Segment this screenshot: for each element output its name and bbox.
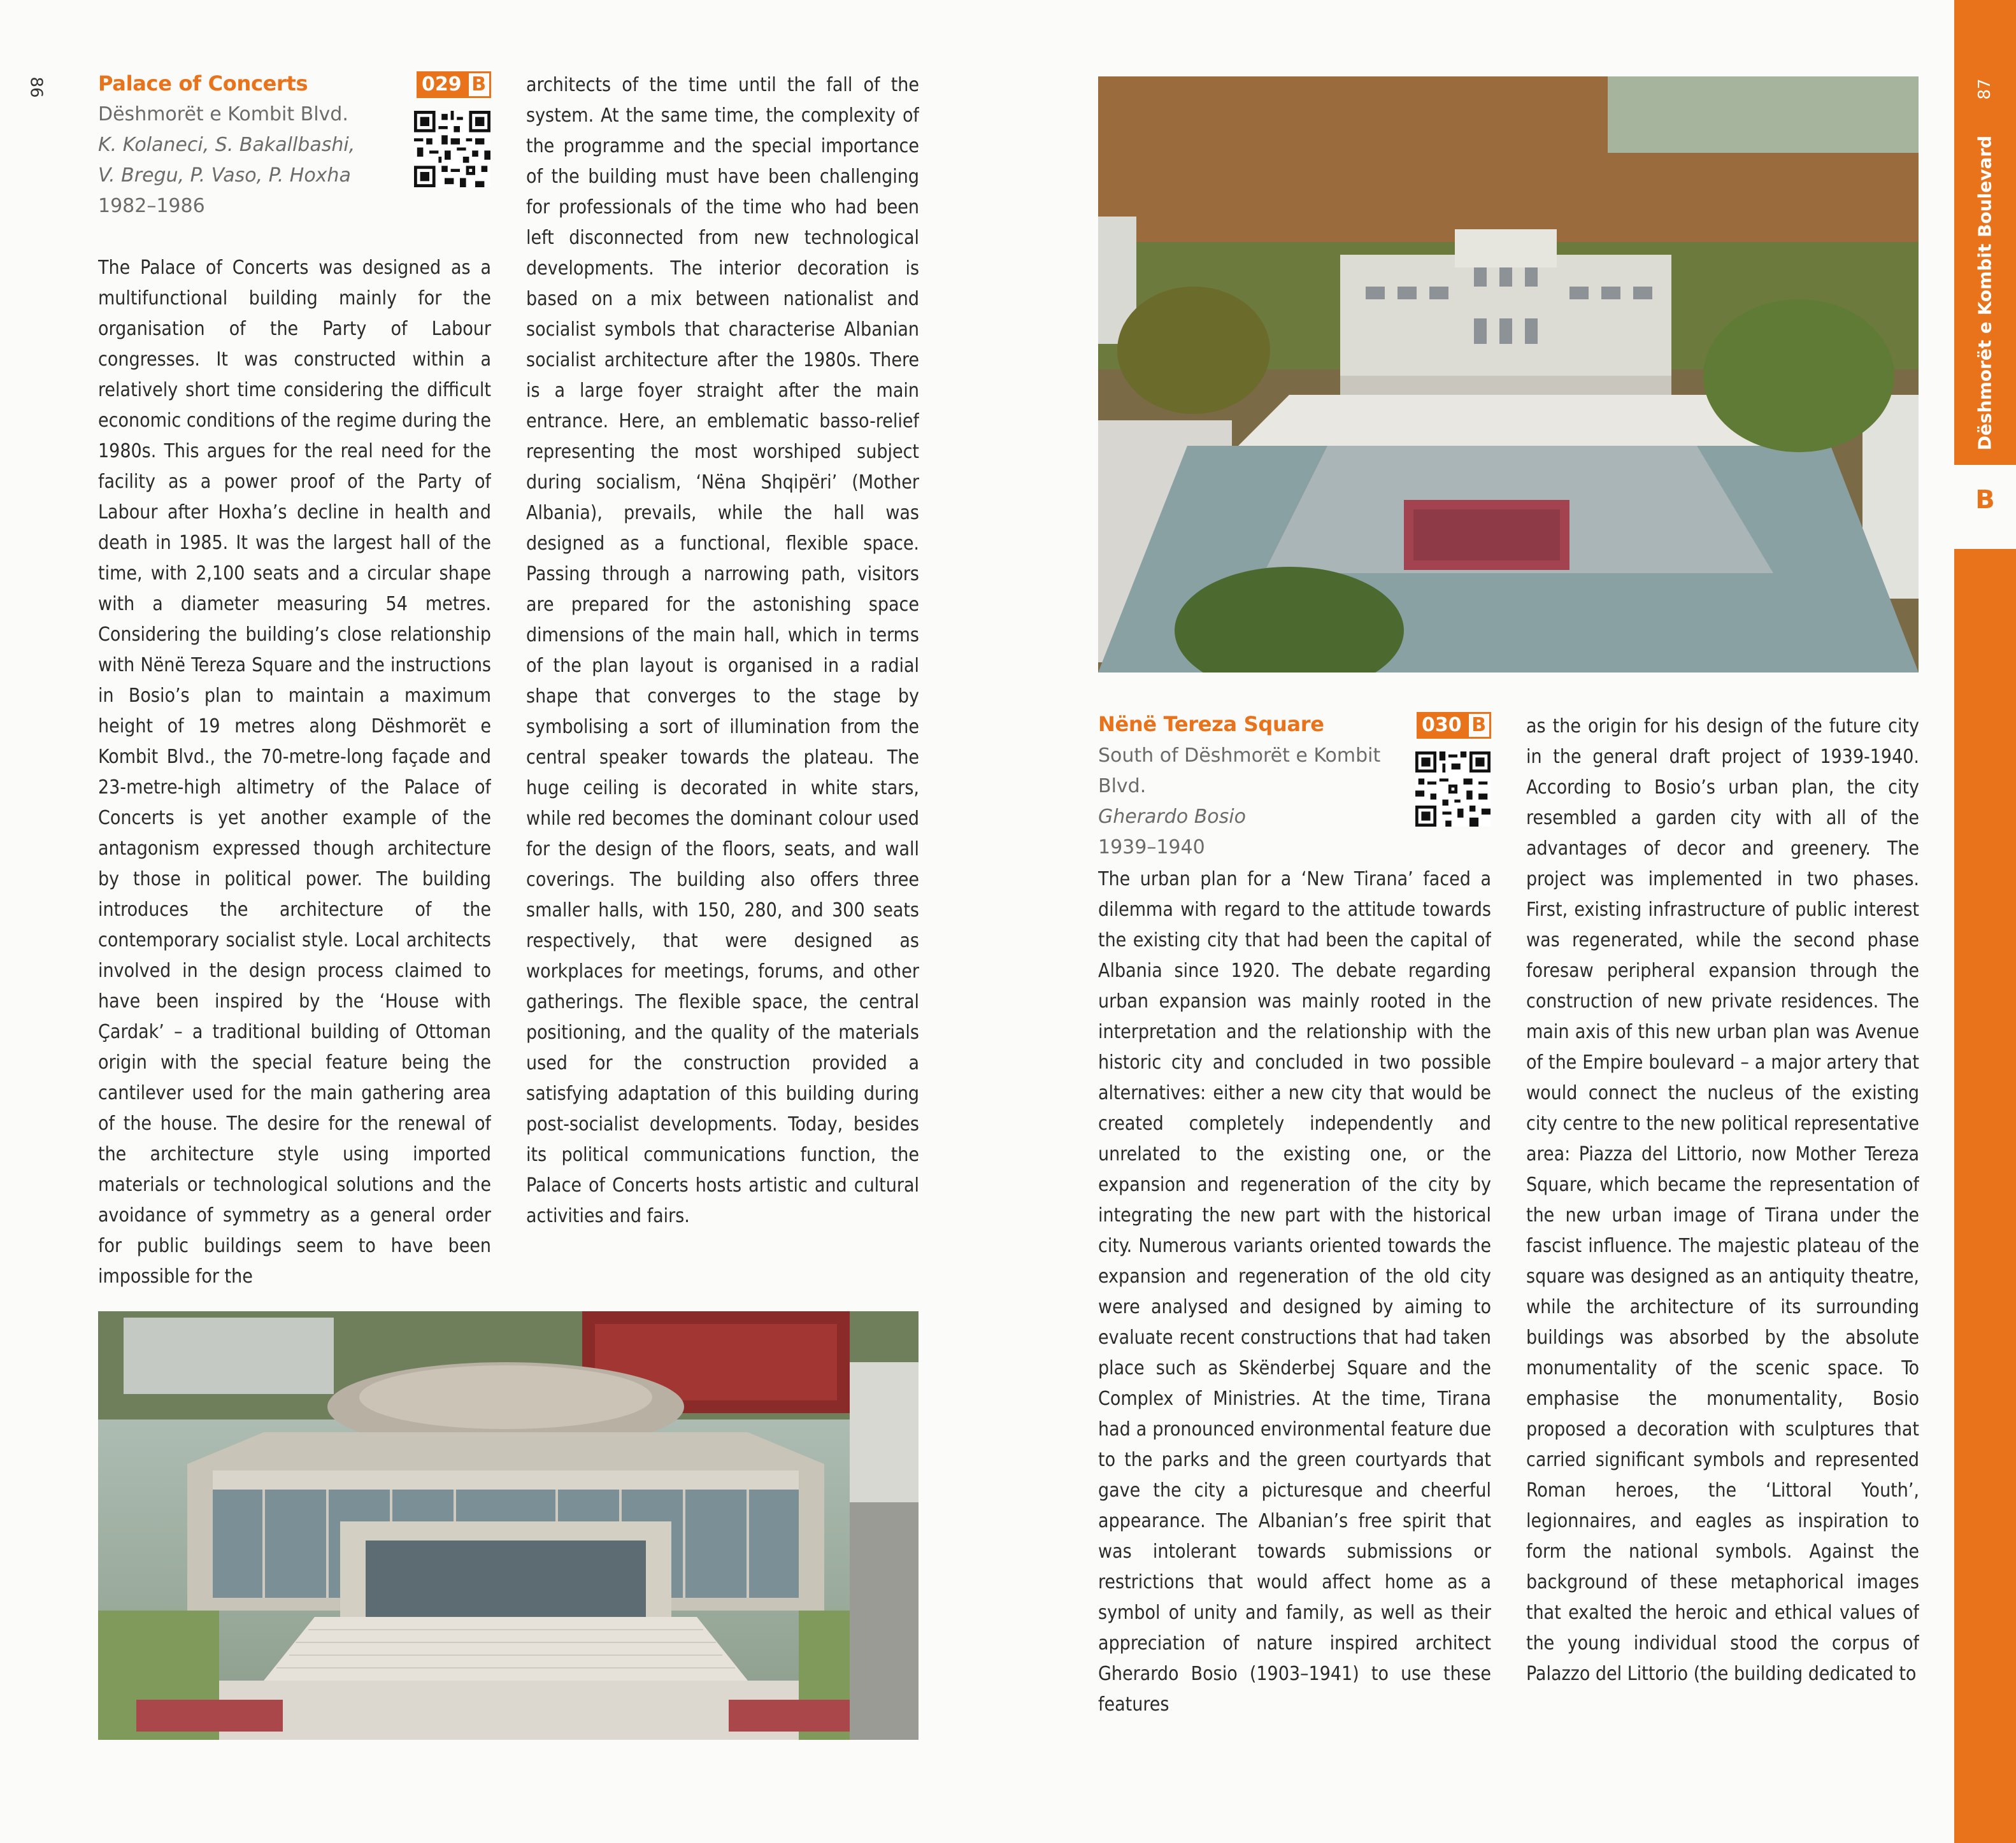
entry-text-column: The Palace of Concerts was designed as a multifunctional building mainly for the organisation of the Party of Labour congresses. It was constructed within a relatively short time considering the difficult economic conditions of the regime during the 1980s. This argues for the real need for the facility as a power proof of the Party of Labour after Hoxha’s decline in health and death in 1985. It was the largest hall of the time, with 2,100 seats and a circular shape with a diameter measuring 54 metres. Considering the building’s close relationship with Nënë Tereza Square and the instructions in Bosio’s plan to maintain a maximum height of 19 metres along Dëshmorët e Kombit Blvd., the 70-metre-long façade and 23-metre-high altimetry of the Palace of Concerts is yet another example of the antagonism expressed though architecture by those in political power. The building introduces the architecture of the contemporary socialist style. Local architects involved in the design process claimed to have been inspired by the ‘House with Çardak’ – a traditional building of Ottoman origin with the special feature being the cantilever used for the main gathering area of the house. The desire for the renewal of the architecture style using imported materials or technological solutions and the avoidance of symmetry as a general order for public buildings seem to have been impossible for the: [98, 257, 491, 1288]
page-number-left: 86: [26, 76, 46, 98]
qr-code-icon[interactable]: [1415, 751, 1491, 827]
entry-title-palace-of-concerts: Palace of Concerts: [98, 71, 308, 96]
section-letter: B: [1975, 485, 1995, 515]
entry-architects: V. Bregu, P. Vaso, P. Hoxha: [98, 164, 351, 187]
badge-number: 029: [417, 71, 467, 98]
badge-letter: B: [1467, 712, 1491, 739]
entry-badge-030: [1417, 712, 1491, 739]
entry-text-column: The urban plan for a ‘New Tirana’ faced a dilemma with regard to the attitude towards the existing city that had been the capital of Albania since 1920. The debate regarding urban expansion was mainly rooted in the interpretation and the relationship with the historic city and concluded in two possible alternatives: either a new city that would be created completely independently and unrelated to the existing one, or the expansion and regeneration of the city by integrating the new part with the historical city. Numerous variants oriented towards the expansion and regeneration of the old city were analysed and designed by aiming to evaluate recent constructions that had taken place such as Skënderbej Square and the Complex of Ministries. At the time, Tirana had a pronounced environmental feature due to the parks and the green courtyards that gave the city a picturesque and cheerful appearance. The Albanian’s free spirit that was intolerant towards submissions or restrictions that would affect home as a symbol of unity and family, as well as their appreciation of nature inspired architect Gherardo Bosio (1903–1941) to use these features: [1098, 868, 1491, 1716]
entry-architects: K. Kolaneci, S. Bakallbashi,: [98, 134, 355, 156]
entry-years: 1982–1986: [98, 195, 205, 217]
page-number-right: 87: [1975, 78, 1994, 100]
badge-number: 030: [1417, 712, 1467, 739]
entry-meta-029: [98, 99, 404, 222]
qr-code-icon[interactable]: [414, 111, 490, 187]
entry-location: Dëshmorët e Kombit Blvd.: [98, 103, 348, 125]
entry-text-column: as the origin for his design of the future city in the general draft project of 1939-1940. According to Bosio’s urban plan, the city resembled a garden city with all of the advantages of decor and greenery. The project was implemented in two phases. First, existing infrastructure of public interest was regenerated, while the second phase foresaw peripheral expansion through the construction of new private residences. The main axis of this new urban plan was Avenue of the Empire boulevard – a major artery that would connect the nucleus of the existing city centre to the new political representative area: Piazza del Littorio, now Mother Tereza Square, which became the representation of the new urban image of Tirana under the fascist influence. The majestic plateau of the square was designed as an antiquity theatre, while the architecture of its surrounding buildings was absorbed by the absolute monumentality of the scenic space. To emphasise the monumentality, Bosio proposed a decoration with sculptures that carried significant symbols and represented Roman heroes, the ‘Littoral Youth’, legionnaires, and eagles as inspiration to form the national symbols. Against the background of these metaphorical images that exalted the heroic and ethical values of the young individual stood the corpus of Palazzo del Littorio (the building dedicated to: [1526, 715, 1919, 1685]
entry-years: 1939–1940: [1098, 836, 1205, 858]
nene-tereza-square-photo: [1098, 76, 1919, 672]
section-title-vertical: Dëshmorët e Kombit Boulevard: [1974, 135, 1996, 451]
entry-location: South of Dëshmorët e Kombit Blvd.: [1098, 744, 1381, 797]
badge-letter: B: [467, 71, 491, 98]
section-sidebar: [1954, 0, 2016, 1843]
entry-architects: Gherardo Bosio: [1098, 806, 1246, 828]
palace-of-concerts-photo: [98, 1311, 919, 1740]
entry-text-column: architects of the time until the fall of the system. At the same time, the complexity of the programme and the special importance of the building must have been challenging for professionals of the time who had been left disconnected from new technological developments. The interior decoration is based on a mix between nationalist and socialist symbols that characterise Albanian socialist architecture after the 1980s. There is a large foyer straight after the main entrance. Here, an emblematic basso-relief representing the most worshiped subject during socialism, ‘Nëna Shqipëri’ (Mother Albania), prevails, while the hall was designed as a functional, flexible space. Passing through a narrowing path, visitors are prepared for the astonishing space dimensions of the main hall, which in terms of the plan layout is organised in a radial shape that converges to the stage by symbolising a sort of illumination from the central speaker towards the plateau. The huge ceiling is decorated in white stars, while red becomes the dominant colour used for the design of the floors, seats, and wall coverings. The building also offers three smaller halls, with 150, 280, and 300 seats respectively, that were designed as workplaces for meetings, forums, and other gatherings. The flexible space, the central positioning, and the quality of the materials used for the construction provided a satisfying adaptation of this building during post-socialist developments. Today, besides its political communications function, the Palace of Concerts hosts artistic and cultural activities and fairs.: [526, 74, 919, 1227]
entry-title-nene-tereza-square: Nënë Tereza Square: [1098, 712, 1324, 736]
entry-meta-030: [1098, 741, 1429, 863]
entry-badge-029: [417, 71, 491, 98]
